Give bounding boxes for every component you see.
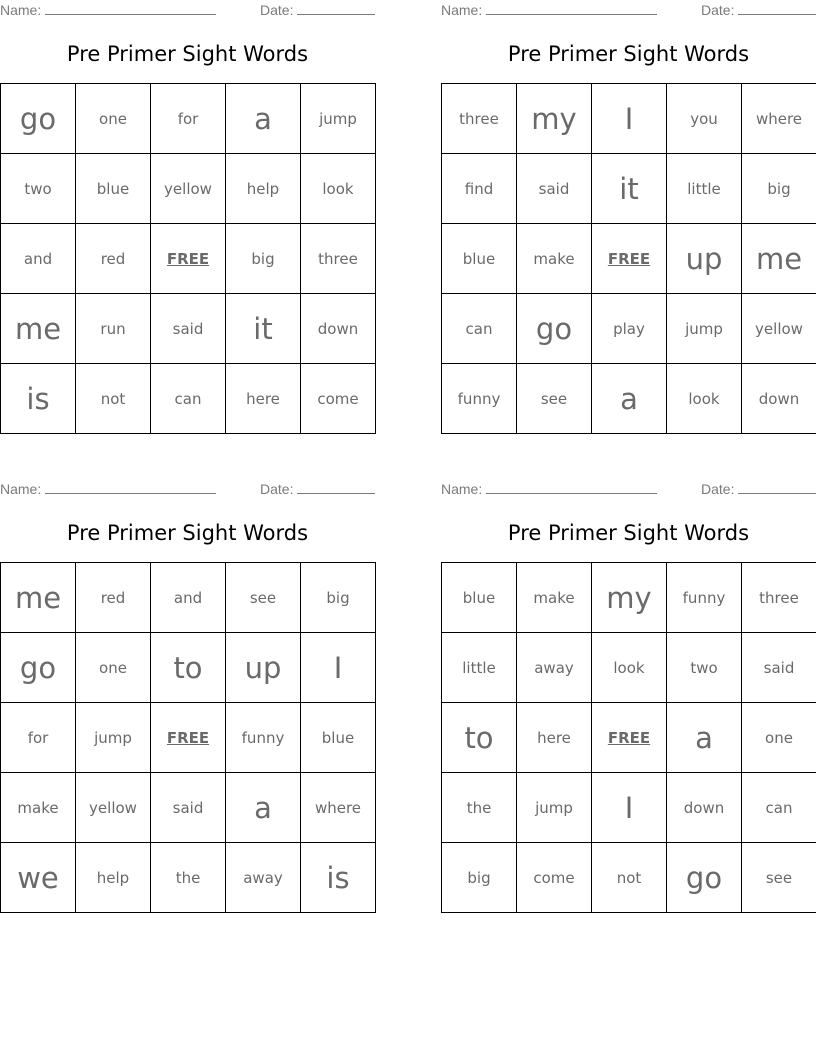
grid-row [1, 633, 376, 703]
date-line [297, 2, 375, 15]
word-cell: for [151, 84, 226, 154]
word-cell: red [76, 563, 151, 633]
word-cell: jump [301, 84, 376, 154]
date-field [701, 481, 816, 497]
word-cell: run [76, 294, 151, 364]
date-field [260, 2, 375, 18]
word-cell: and [151, 563, 226, 633]
grid-row [442, 294, 816, 364]
word-cell: where [742, 84, 816, 154]
word-cell: see [742, 843, 816, 913]
word-cell: red [76, 224, 151, 294]
card-title: Pre Primer Sight Words [507, 42, 750, 66]
word-cell: down [301, 294, 376, 364]
word-cell: one [742, 703, 816, 773]
grid-row [1, 364, 376, 434]
word-cell: a [592, 364, 667, 434]
word-cell: a [667, 703, 742, 773]
bingo-card-3 [0, 479, 375, 913]
word-cell: big [226, 224, 301, 294]
word-cell: jump [517, 773, 592, 843]
free-space-cell: FREE [151, 224, 226, 294]
bingo-grid [0, 83, 376, 434]
grid-row [442, 224, 816, 294]
word-cell: look [592, 633, 667, 703]
word-cell: one [76, 84, 151, 154]
word-cell: a [226, 84, 301, 154]
word-cell: two [667, 633, 742, 703]
name-label: Name: [0, 2, 42, 18]
word-cell: I [592, 773, 667, 843]
grid-row [442, 773, 816, 843]
word-cell: play [592, 294, 667, 364]
word-cell: come [517, 843, 592, 913]
word-cell: go [667, 843, 742, 913]
word-cell: to [151, 633, 226, 703]
name-label: Name: [441, 481, 483, 497]
word-cell: it [226, 294, 301, 364]
word-cell: me [742, 224, 816, 294]
word-cell: said [742, 633, 816, 703]
word-cell: blue [442, 563, 517, 633]
word-cell: the [442, 773, 517, 843]
word-cell: is [1, 364, 76, 434]
grid-row [442, 703, 816, 773]
date-label: Date: [701, 481, 735, 497]
word-cell: big [442, 843, 517, 913]
word-cell: up [226, 633, 301, 703]
word-cell: funny [442, 364, 517, 434]
word-cell: yellow [76, 773, 151, 843]
word-cell: blue [442, 224, 517, 294]
word-cell: blue [76, 154, 151, 224]
word-cell: go [1, 633, 76, 703]
word-cell: jump [76, 703, 151, 773]
word-cell: can [151, 364, 226, 434]
date-line [297, 481, 375, 494]
grid-row [1, 84, 376, 154]
word-cell: down [742, 364, 816, 434]
grid-row [1, 843, 376, 913]
grid-row [1, 703, 376, 773]
name-date-row [441, 481, 816, 499]
word-cell: go [517, 294, 592, 364]
free-space-cell: FREE [592, 224, 667, 294]
bingo-grid [441, 562, 816, 913]
word-cell: me [1, 294, 76, 364]
word-cell: go [1, 84, 76, 154]
free-space-cell: FREE [592, 703, 667, 773]
grid-row [442, 563, 816, 633]
word-cell: jump [667, 294, 742, 364]
word-cell: I [592, 84, 667, 154]
word-cell: make [1, 773, 76, 843]
bingo-card-2 [441, 0, 816, 434]
word-cell: big [301, 563, 376, 633]
name-line [486, 2, 657, 15]
word-cell: find [442, 154, 517, 224]
word-cell: my [592, 563, 667, 633]
word-cell: said [517, 154, 592, 224]
name-field [0, 481, 216, 497]
word-cell: make [517, 563, 592, 633]
word-cell: come [301, 364, 376, 434]
card-title: Pre Primer Sight Words [66, 42, 309, 66]
word-cell: a [226, 773, 301, 843]
grid-row [1, 294, 376, 364]
word-cell: away [226, 843, 301, 913]
word-cell: down [667, 773, 742, 843]
word-cell: you [667, 84, 742, 154]
date-field [260, 481, 375, 497]
word-cell: little [442, 633, 517, 703]
word-cell: not [76, 364, 151, 434]
name-field [0, 2, 216, 18]
date-label: Date: [260, 481, 294, 497]
bingo-grid [0, 562, 376, 913]
date-field [701, 2, 816, 18]
name-date-row [0, 2, 375, 20]
word-cell: yellow [151, 154, 226, 224]
grid-row [442, 84, 816, 154]
card-title: Pre Primer Sight Words [66, 521, 309, 545]
name-line [45, 2, 216, 15]
grid-row [1, 773, 376, 843]
word-cell: it [592, 154, 667, 224]
word-cell: can [442, 294, 517, 364]
name-field [441, 481, 657, 497]
word-cell: little [667, 154, 742, 224]
grid-row [1, 563, 376, 633]
word-cell: see [517, 364, 592, 434]
grid-row [442, 843, 816, 913]
word-cell: for [1, 703, 76, 773]
word-cell: here [517, 703, 592, 773]
date-label: Date: [260, 2, 294, 18]
bingo-card-1 [0, 0, 375, 434]
grid-row [442, 154, 816, 224]
grid-row [1, 154, 376, 224]
card-title: Pre Primer Sight Words [507, 521, 750, 545]
word-cell: blue [301, 703, 376, 773]
bingo-card-4 [441, 479, 816, 913]
word-cell: and [1, 224, 76, 294]
bingo-grid [441, 83, 816, 434]
name-line [486, 481, 657, 494]
word-cell: up [667, 224, 742, 294]
word-cell: look [667, 364, 742, 434]
word-cell: me [1, 563, 76, 633]
free-space-cell: FREE [151, 703, 226, 773]
word-cell: three [742, 563, 816, 633]
date-line [738, 2, 816, 15]
name-label: Name: [441, 2, 483, 18]
grid-row [442, 364, 816, 434]
name-field [441, 2, 657, 18]
word-cell: where [301, 773, 376, 843]
word-cell: make [517, 224, 592, 294]
word-cell: the [151, 843, 226, 913]
date-label: Date: [701, 2, 735, 18]
word-cell: three [301, 224, 376, 294]
word-cell: one [76, 633, 151, 703]
word-cell: help [76, 843, 151, 913]
word-cell: I [301, 633, 376, 703]
word-cell: here [226, 364, 301, 434]
word-cell: two [1, 154, 76, 224]
grid-row [442, 633, 816, 703]
word-cell: funny [226, 703, 301, 773]
word-cell: help [226, 154, 301, 224]
word-cell: look [301, 154, 376, 224]
word-cell: my [517, 84, 592, 154]
word-cell: see [226, 563, 301, 633]
word-cell: big [742, 154, 816, 224]
word-cell: not [592, 843, 667, 913]
date-line [738, 481, 816, 494]
word-cell: we [1, 843, 76, 913]
word-cell: to [442, 703, 517, 773]
word-cell: said [151, 773, 226, 843]
word-cell: is [301, 843, 376, 913]
word-cell: yellow [742, 294, 816, 364]
name-date-row [0, 481, 375, 499]
grid-row [1, 224, 376, 294]
word-cell: can [742, 773, 816, 843]
word-cell: away [517, 633, 592, 703]
name-date-row [441, 2, 816, 20]
name-line [45, 481, 216, 494]
name-label: Name: [0, 481, 42, 497]
word-cell: said [151, 294, 226, 364]
word-cell: three [442, 84, 517, 154]
word-cell: funny [667, 563, 742, 633]
